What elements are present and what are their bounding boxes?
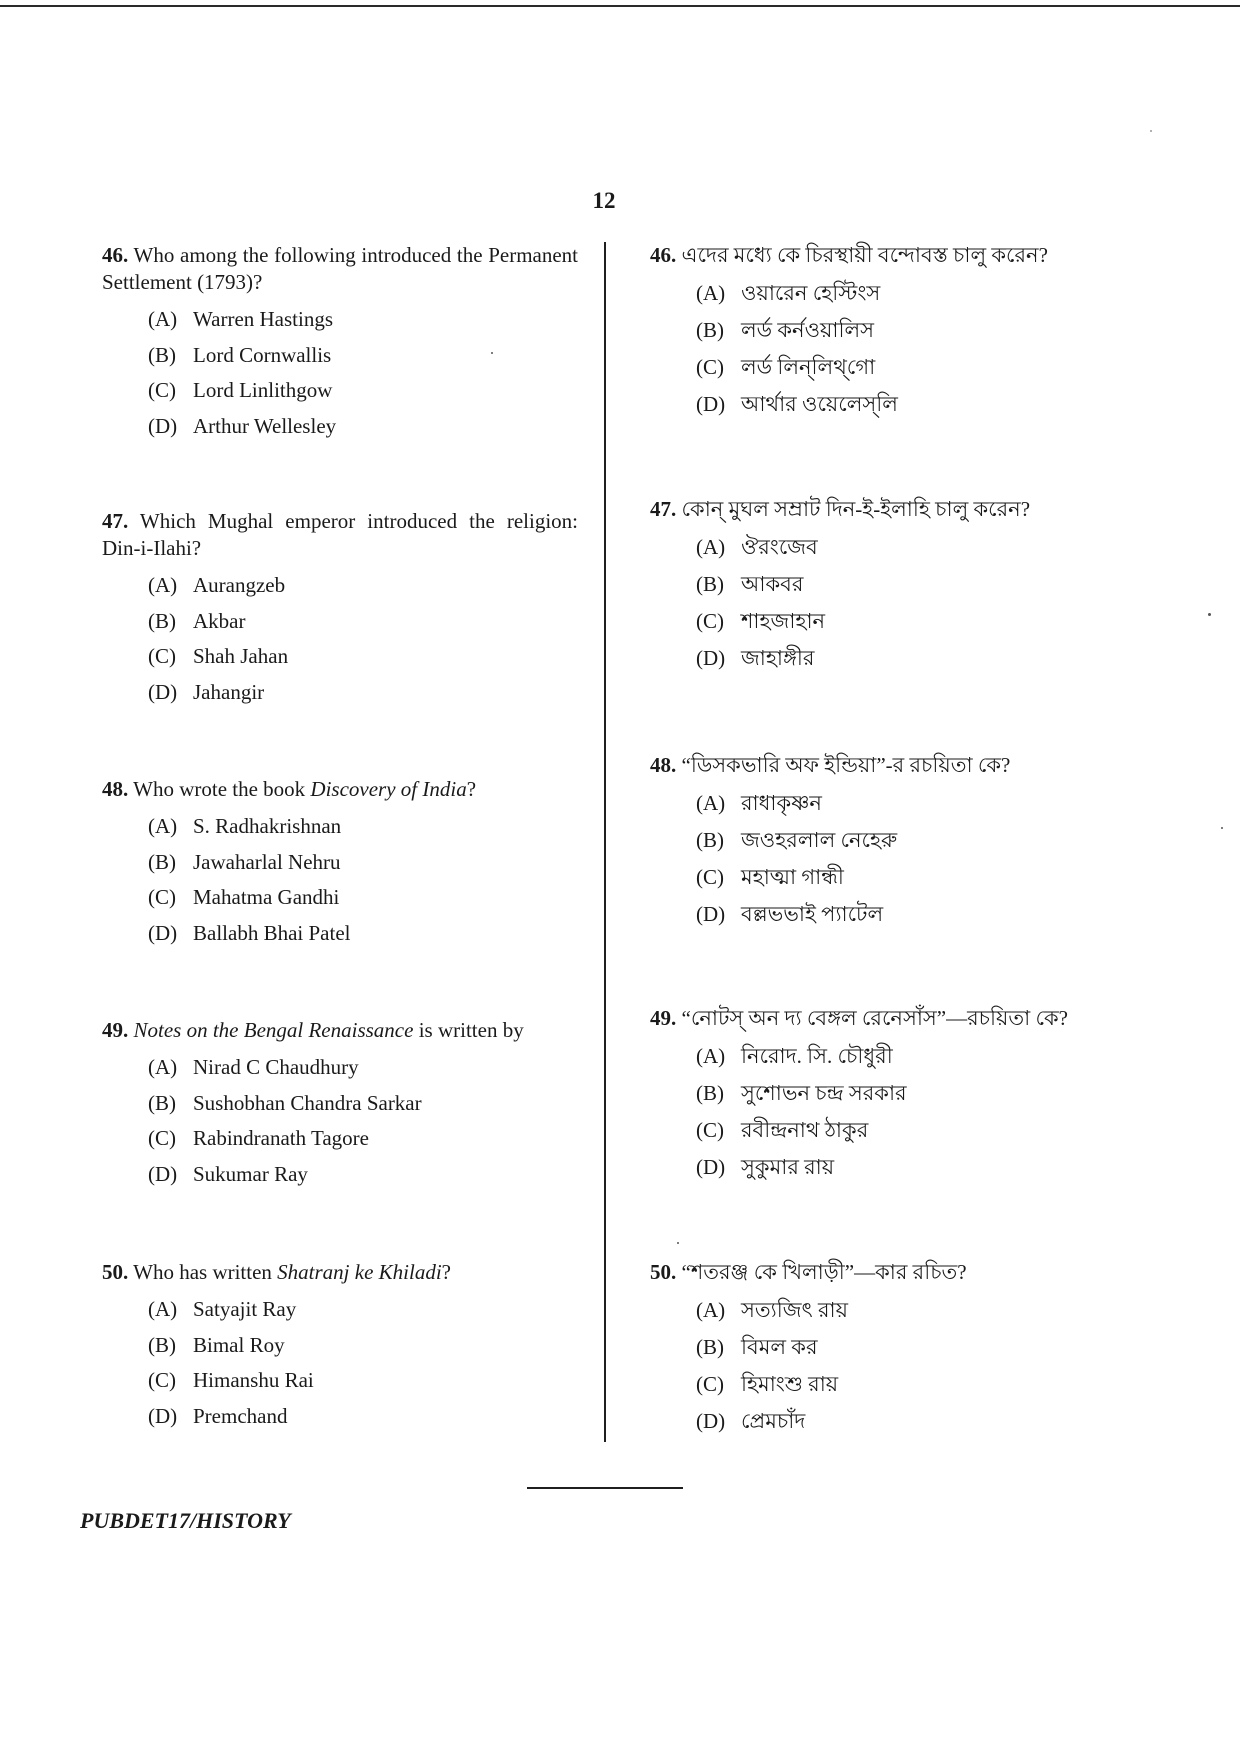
option-b (148, 1086, 578, 1122)
option-list (82, 568, 578, 710)
option-list (650, 785, 1120, 933)
question-48-en (82, 776, 578, 951)
option-text: Lord Linlithgow (193, 378, 333, 402)
option-text: লর্ড কর্নওয়ালিস (741, 318, 875, 342)
option-key: (B) (696, 1081, 724, 1105)
question-text: এদের মধ্যে কে চিরস্থায়ী বন্দোবস্ত চালু করেন? (681, 243, 1048, 267)
option-key: (C) (148, 1368, 176, 1392)
option-key: (A) (148, 307, 178, 331)
option-a (148, 1292, 578, 1328)
option-a (148, 302, 578, 338)
question-49-bn (650, 1005, 1120, 1186)
option-list (650, 529, 1120, 677)
option-key: (B) (148, 1332, 176, 1357)
question-stem (650, 752, 1120, 779)
option-list (82, 809, 578, 951)
question-50-en (82, 1259, 578, 1434)
option-a (148, 568, 578, 604)
option-key: (C) (696, 355, 724, 379)
option-text: Premchand (193, 1403, 288, 1428)
question-stem (82, 776, 578, 803)
option-text: প্রেমচাঁদ (741, 1409, 806, 1433)
question-text: Who among the following introduced the Permanent Settlement (1793)? (102, 243, 578, 294)
question-48-bn (650, 752, 1120, 933)
option-a (696, 275, 1120, 312)
question-stem (650, 1005, 1120, 1032)
option-key: (D) (696, 646, 726, 670)
scan-speck (1208, 613, 1211, 616)
option-key: (A) (148, 1297, 178, 1321)
option-c (696, 859, 1120, 896)
question-number: 47. (650, 497, 677, 521)
question-46-bn (650, 242, 1120, 423)
option-key: (C) (696, 1118, 724, 1142)
option-text: Ballabh Bhai Patel (193, 920, 351, 945)
option-b (696, 1075, 1120, 1112)
option-text: Arthur Wellesley (193, 413, 337, 438)
option-key: (A) (696, 791, 726, 815)
question-text: “ডিসকভারি অফ ইন্ডিয়া”-র রচয়িতা কে? (681, 753, 1011, 777)
option-text: সত্যজিৎ রায় (741, 1298, 849, 1322)
column-divider (604, 242, 606, 1442)
option-d (148, 916, 578, 952)
option-text: Himanshu Rai (193, 1368, 314, 1392)
option-b (696, 566, 1120, 603)
option-text: মহাত্মা গান্ধী (741, 865, 844, 889)
option-key: (D) (696, 392, 726, 416)
question-text: Who wrote the book (133, 777, 311, 801)
option-b (696, 822, 1120, 859)
option-key: (A) (148, 814, 178, 838)
option-text: Jawaharlal Nehru (193, 849, 341, 874)
option-text: Sukumar Ray (193, 1161, 308, 1186)
option-text: জাহাঙ্গীর (741, 646, 815, 670)
question-text: Who has written (133, 1260, 278, 1284)
question-text-end: ? (441, 1260, 451, 1284)
option-b (148, 845, 578, 881)
option-key: (B) (148, 342, 176, 367)
option-key: (B) (148, 849, 176, 874)
option-a (148, 1050, 578, 1086)
question-number: 50. (102, 1260, 129, 1284)
question-text: “নোটস্ অন দ্য বেঙ্গল রেনেসাঁস”—রচয়িতা কে? (681, 1006, 1068, 1030)
option-list (650, 275, 1120, 423)
option-key: (C) (696, 609, 724, 633)
option-a (148, 809, 578, 845)
option-key: (A) (696, 1298, 726, 1322)
option-text: রাধাকৃষ্ণন (741, 791, 822, 815)
option-list (650, 1292, 1120, 1440)
option-text: সুশোভন চন্দ্র সরকার (741, 1081, 907, 1105)
option-text: Akbar (193, 608, 246, 633)
option-text: আকবর (741, 572, 804, 596)
option-text: Rabindranath Tagore (193, 1126, 369, 1150)
option-c (148, 1121, 578, 1157)
option-key: (B) (148, 608, 176, 633)
option-key: (A) (148, 1055, 178, 1079)
option-text: বিমল কর (741, 1335, 818, 1359)
book-title: Notes on the Bengal Renaissance (133, 1018, 414, 1042)
option-key: (D) (148, 920, 178, 945)
option-d (148, 1399, 578, 1435)
option-key: (D) (696, 1409, 726, 1433)
option-b (696, 1329, 1120, 1366)
question-stem (82, 1017, 578, 1044)
option-key: (D) (696, 1155, 726, 1179)
option-text: Satyajit Ray (193, 1297, 297, 1321)
option-key: (D) (148, 679, 178, 704)
question-49-en (82, 1017, 578, 1192)
question-47-bn (650, 496, 1120, 677)
book-title: Shatranj ke Khiladi (277, 1260, 442, 1284)
option-d (696, 640, 1120, 677)
scan-speck (491, 352, 493, 354)
option-c (696, 1112, 1120, 1149)
question-number: 47. (102, 509, 129, 533)
option-b (148, 1328, 578, 1364)
option-list (82, 302, 578, 444)
option-b (148, 338, 578, 374)
option-text: সুকুমার রায় (741, 1155, 835, 1179)
option-d (696, 1403, 1120, 1440)
scan-speck (677, 1242, 679, 1244)
option-d (148, 409, 578, 445)
option-d (696, 1149, 1120, 1186)
option-key: (B) (148, 1090, 176, 1115)
option-text: জওহরলাল নেহেরু (741, 828, 898, 852)
end-of-page-rule (527, 1487, 683, 1489)
question-text-end: is written by (413, 1018, 524, 1042)
option-c (148, 373, 578, 409)
option-key: (C) (696, 865, 724, 889)
question-number: 50. (650, 1260, 677, 1284)
option-c (696, 1366, 1120, 1403)
option-d (148, 1157, 578, 1193)
option-list (650, 1038, 1120, 1186)
question-47-en (82, 508, 578, 710)
question-stem (650, 496, 1120, 523)
option-text: লর্ড লিন্‌লিথ্‌গো (741, 355, 876, 379)
top-border-rule (0, 5, 1240, 7)
question-stem (82, 508, 578, 562)
option-list (82, 1050, 578, 1192)
option-b (696, 312, 1120, 349)
question-text: কোন্ মুঘল সম্রাট দিন-ই-ইলাহি চালু করেন? (681, 497, 1031, 521)
option-c (148, 1363, 578, 1399)
option-text: Nirad C Chaudhury (193, 1055, 359, 1079)
option-text: হিমাংশু রায় (741, 1372, 839, 1396)
option-key: (B) (696, 572, 724, 596)
question-number: 49. (102, 1018, 129, 1042)
option-a (696, 785, 1120, 822)
option-text: Shah Jahan (193, 644, 289, 668)
option-key: (C) (148, 644, 176, 668)
scan-speck (1221, 827, 1223, 829)
question-number: 46. (102, 243, 129, 267)
option-d (696, 896, 1120, 933)
scan-speck (1150, 130, 1152, 132)
question-number: 48. (650, 753, 677, 777)
question-stem (650, 242, 1120, 269)
question-text: “শতরঞ্জ কে খিলাড়ী”—কার রচিত? (681, 1260, 967, 1284)
option-a (696, 1038, 1120, 1075)
option-key: (B) (696, 828, 724, 852)
option-key: (A) (696, 1044, 726, 1068)
question-stem (650, 1259, 1120, 1286)
option-text: Aurangzeb (193, 573, 286, 597)
option-key: (C) (148, 378, 176, 402)
option-c (148, 880, 578, 916)
option-d (696, 386, 1120, 423)
option-text: Lord Cornwallis (193, 342, 332, 367)
question-number: 46. (650, 243, 677, 267)
option-key: (D) (148, 1161, 178, 1186)
option-text: Jahangir (193, 679, 265, 704)
question-46-en (82, 242, 578, 444)
option-b (148, 604, 578, 640)
option-key: (C) (696, 1372, 724, 1396)
option-key: (D) (148, 413, 178, 438)
option-c (696, 603, 1120, 640)
option-text: Bimal Roy (193, 1332, 285, 1357)
option-d (148, 675, 578, 711)
option-text: আর্থার ওয়েলেস্‌লি (741, 392, 898, 416)
option-key: (C) (148, 885, 176, 909)
option-key: (D) (696, 902, 726, 926)
page-number: 12 (592, 188, 616, 213)
option-list (82, 1292, 578, 1434)
option-text: ঔরংজেব (741, 535, 818, 559)
option-key: (A) (696, 281, 726, 305)
option-text: S. Radhakrishnan (193, 814, 342, 838)
option-c (696, 349, 1120, 386)
option-text: Mahatma Gandhi (193, 885, 340, 909)
option-text: শাহজাহান (741, 609, 826, 633)
option-text: Sushobhan Chandra Sarkar (193, 1090, 422, 1115)
option-text: নিরোদ. সি. চৌধুরী (741, 1044, 893, 1068)
question-text: Which Mughal emperor introduced the religion: Din-i-Ilahi? (102, 509, 578, 560)
option-key: (C) (148, 1126, 176, 1150)
option-key: (B) (696, 318, 724, 342)
question-text-end: ? (466, 777, 477, 801)
option-text: ওয়ারেন হেস্টিংস (741, 281, 881, 305)
footer-paper-code: PUBDET17/HISTORY (80, 1508, 291, 1533)
question-stem (82, 1259, 578, 1286)
question-50-bn (650, 1259, 1120, 1440)
option-c (148, 639, 578, 675)
option-key: (A) (148, 573, 178, 597)
option-key: (A) (696, 535, 726, 559)
option-a (696, 529, 1120, 566)
option-text: Warren Hastings (193, 307, 334, 331)
option-key: (D) (148, 1403, 178, 1428)
option-key: (B) (696, 1335, 724, 1359)
option-text: রবীন্দ্রনাথ ঠাকুর (741, 1118, 869, 1142)
question-number: 48. (102, 777, 129, 801)
question-stem (82, 242, 578, 296)
option-text: বল্লভভাই প্যাটেল (741, 902, 884, 926)
question-number: 49. (650, 1006, 677, 1030)
book-title: Discovery of India (310, 777, 467, 801)
option-a (696, 1292, 1120, 1329)
